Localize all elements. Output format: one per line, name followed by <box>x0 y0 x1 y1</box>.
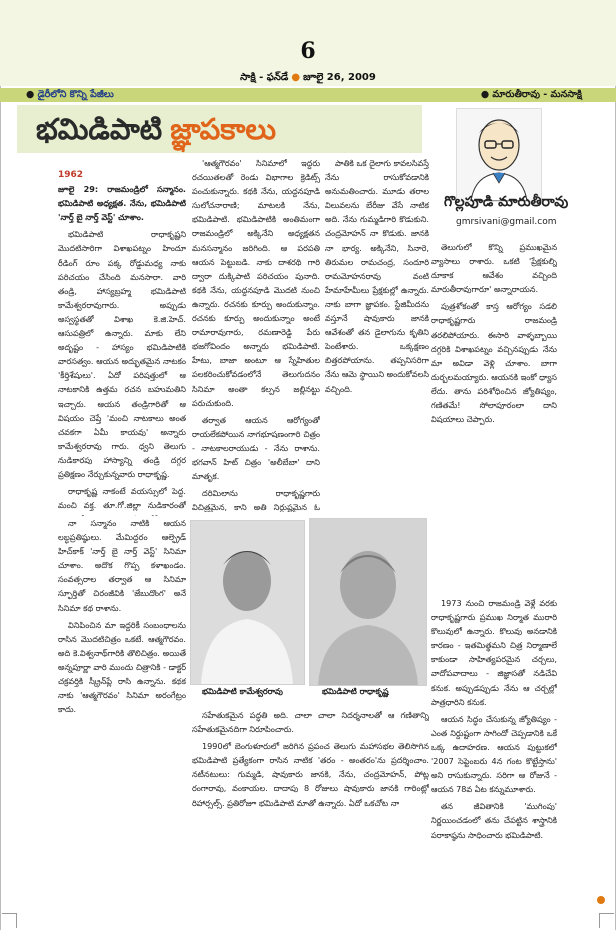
paragraph: సహేతుకమైన పద్ధతి అది. చాలా చాలా నిదర్శనాలతో ఆ గణితాన్ని సహేతుకమైనదిగా నిరూపించారు. <box>192 710 429 735</box>
diary-year: 1962 <box>58 170 84 180</box>
paragraph: వినిపించిన మా ఇద్దరికీ సంబంధాలను రాసిన మొదటిచిత్రం ఒకటే. ఆత్మగౌరవం. అది కె.విశ్వనాథ్‌గారికి తొలిచిత్రం. అయితే అన్నపూర్ణా వారి ముందు చిత్రానికి - డాక్టర్ చక్రవర్తికి స్క్రీన్‌ప్లే రాసి ఉన్నాను. కథక నాకు 'ఆత్మగౌరవం' సినిమా అరంగేట్రం కాదు. <box>58 619 186 715</box>
paragraph: భమిడిపాటి రాధాకృష్ణని మొదటిసారిగా విశాఖపట్నం హిందూ రీడింగ్ రూం పక్క రోడ్డుమధ్య నాకు పరిచయం చేసింది మనసారా. వారి తండ్రి, హాస్యబ్రహ్మ భమిడిపాటి కామేశ్వరరావుగారు. అప్పుడు అస్వస్థతతో విశాఖ కె.జి.హెచ్. ఆసుపత్రిలో ఉన్నారు. మాకు లేని అదృష్టం - హాస్యం భమిడిపాటికి వారసత్వం. ఆయన అద్భుతమైన నాటకం 'కీర్తిశేషులు'. ఏదో పరిషత్తులో ఆ నాటకానికి ఉత్తమ రచన బహుమతిని ఇచ్చారు. ఆయన తండ్రిగారితో ఆ విషయం చెప్తే 'మంచి నాటకాలు అంత చవకగా ఏమీ కాయవు' అన్నారు కామేశ్వరరావు గారు. ధ్వని తెలుగు నుడికారపు హాస్యాన్ని తండ్రి దగ్గర ప్రతిక్షణం నేర్చుకున్నవారు రాధాకృష్ణ. <box>58 229 186 479</box>
column-4 <box>431 240 557 596</box>
column-2-3-lower <box>192 708 429 914</box>
publication-name: సాక్షి - ఫన్‌డే <box>240 72 289 83</box>
paragraph: దరిమిలాను రాధాకృష్ణగారు విచిత్రమైన, కాని అతి నిర్దుష్టమైన ఓ <box>192 488 320 512</box>
crop-mark-bottom-left <box>2 913 17 928</box>
left-trim-line <box>0 0 1 930</box>
paragraph: తర్వాత ఆయన ఆరోగ్యంతో రాయలేకపోయిన నాగభూషణంగారి చిత్రం - నాటకాలరాయుడు - నేను రాశాను. భగవాన్ హిట్ చిత్రం 'అలీబేబా' దాని మాతృక. <box>192 414 320 482</box>
bullet-icon: ● <box>26 89 38 100</box>
page-number: 6 <box>300 38 316 64</box>
paragraph: రాధాకృష్ణ నాకంటే వయస్సులో పెద్ద. మంచి వక్త. తూ.గో.జిల్లా నుడికారంతో <box>58 486 186 511</box>
paragraph: ఆయన సిద్ధం చేసుకున్న జ్యోతిష్యం - ఎంత నిర్దుష్టంగా సాగిందో చెప్పడానికి ఒకే ఒక్క ఉదాహరణ. ఆయన పుట్టుకలో '2007 సెప్టెంబరు 4న గంట కొట్టేస్తాను' అని రాసుకున్నారు. సరిగా ఆ రోజునే - ఆయన 78వ ఏట కన్నుమూశారు. <box>431 713 557 795</box>
diary-lead: జూలై 29: రాజమండ్రిలో సన్మానం. భమిడిపాటి అధ్యక్షత. నేను, భమిడిపాటి 'నార్త్ బై నార్త్ వెస్ట్' చూశాం. <box>58 184 186 223</box>
paragraph: 'ఆత్మగౌరవం' సినిమాలో ఇద్దరు రచయితలతో రెండు విభాగాల క్రెడిట్స్ పంచుకున్నారు. కథకి నేను, యద్దనపూడి సులోచనారాణి; మాటలకి నేను, భమిడిపాటి. భమిడిపాటికి అంతిమంగా రాజమండ్రిలో అక్కినేని అధ్యక్షతన మనసన్మానం జరిగింది. ఆ పరపతి ఆయన పెట్టుబడి. నాకు దాశరథి గారి ద్వారా దుక్కిపాటి పరిచయం పునాది. కథకి నేను, యద్దనపూడి మొదటి నుంచి ఉన్నారు. రచనకు కూర్పు అందుకున్నాం. రచనకు కూర్పు అందుకున్నాం అంటే రామారావుగారు, రమణారెడ్డి పేరు భజగోవిందం అన్నారు భమిడిపాటి. హేటు, బాజా అంటూ ఆ స్నేహితుల పలకరించుకోవడంలోనే తెలుగుదనం సినిమా అంతా కల్పన జల్లినట్టు పరుచుకుంది. <box>192 158 320 408</box>
column-1-lower <box>58 516 186 914</box>
paragraph: పుత్రశోకంతో కాస్త ఆరోగ్యం సడలి రాధాకృష్ణగారు రాజమండ్రి తరలిపోయారు. ఈసారి వాళ్ళబ్బాయి దగ్గరికి విశాఖపట్నం వచ్చినప్పుడు నేను మా అవిడా వెళ్లి చూశాం. బాగా దుర్బలమయ్యారు. ఆయనకి ఇంకో ధ్యాస లేదు. తాను పరిశోధించిన జ్యోతిష్యం, గణితమే! సోలాపూరంలా దాని విషయాలు చెప్పారు. <box>431 301 557 425</box>
photo-radhakrishna <box>309 518 427 686</box>
article-end-dot-icon <box>597 896 605 904</box>
section-label-right: ● మారుతీరావు - మనసాక్షి <box>480 89 582 100</box>
person-photo-icon <box>191 521 304 684</box>
caption-photo-2: భమిడిపాటి రాధాకృష్ణ <box>322 687 389 696</box>
bullet-icon: ● <box>480 89 493 100</box>
section-label-left: ● డైరీలోని కొన్ని పేజీలు <box>26 89 114 100</box>
caption-photo-1: భమిడిపాటి కామేశ్వరరావు <box>202 687 283 696</box>
title-part-1: భమిడిపాటి <box>36 112 163 146</box>
publication-date: జూలై 26, 2009 <box>303 72 376 83</box>
paragraph: పాతికి ఒక దైలాగు కావలసివస్తే నేను రాసుకోవడానికి అనుమతించారు. మూడు తరాల విలువలను బేరీజు వేసే నాటిక అది. నేను గుమ్మడిగారి కొడుకుని. చంద్రమోహన్ నా కొడుకు. జానకి నా భార్య. అక్కినేని, సినారె, తిరుమల రామచంద్ర, సందూరి రామమోహనరావు వంటి హేమాహేమీలు ప్రేక్షకుల్లో ఉన్నారు. నాకు బాగా జ్ఞాపకం. స్టేజిమీదను వస్తూనే షావుకారు జానకి ఆవేశంతో తన డైలాగును కృతిని పెంటేశారు. ఒక్కక్షణం బిత్తరపోయాను. తప్పనిసరిగా నేను ఆమె స్థాయిని అందుకోవలసి వచ్చింది. <box>325 158 429 394</box>
article-title <box>36 112 276 154</box>
paragraph: 1973 నుంచి రాజమండ్రి వెళ్లే వరకు రాధాకృష్ణగారు ప్రముఖ నిర్మాత మురారి కొలువులో ఉన్నారు. కొలువు అనడానికి కారణం - ఇతమిత్థమని చిత్ర నిర్మాణాలే కాకుండా సాహిత్యపరమైన చర్చలు, వాదోపవాదాలు - జిజ్ఞాసతో నడిచేవి కనుక. అప్పుడప్పుడు నేను ఆ చర్చల్లో పాత్రధారిని కనుక. <box>431 598 557 707</box>
column-2 <box>192 156 320 512</box>
column-1 <box>58 168 186 516</box>
column-3 <box>325 156 429 512</box>
title-part-2: జ్ఞాపకాలు <box>170 112 276 146</box>
paragraph: నా సన్మానం నాటికి ఆయన లబ్ధప్రతిష్ఠులు. మేమిద్దరం ఆల్ఫ్రెడ్ హిచ్‌కాక్ 'నార్త్ బై నార్త్ వెస్ట్' సినిమా చూశాం. అదొక గొప్ప కళాఖండం. సంవత్సరాల తర్వాత ఆ సినిమా స్ఫూర్తితో చిరంజీవికి 'జేబుదొంగ' అనే సినిమా కథ రాశాను. <box>58 518 186 613</box>
author-portrait <box>456 108 542 202</box>
person-photo-icon <box>310 519 426 685</box>
crop-mark-bottom-right <box>599 913 614 928</box>
column-4-lower <box>431 596 557 914</box>
paragraph: 1990లో బెంగుళూరులో జరిగిన ప్రపంచ తెలుగు మహాసభల తెలిసొగిన భమిడిపాటి ప్రత్యేకంగా రాసిన నాటిక 'తరం - అంతరం'ను ప్రదర్శించాం. నటీనటులు: గుమ్మడి, షావుకారు జానకి, నేను, చంద్రమోహన్, పోట్ల రంగారావు, వంకాయల. దాదాపు 8 రోజులు షావుకారు జానకి గారింట్లో రిహార్సల్స్. ప్రతిరోజూ భమిడిపాటి మాతో ఉన్నారు. ఏదో ఒకచోట నా <box>192 741 429 808</box>
author-name: గొల్లపూడి మారుతీరావు <box>444 194 569 210</box>
photo-kameswara-rao <box>190 520 305 685</box>
publication-line <box>0 71 616 85</box>
author-email: gmrsivani@gmail.com <box>456 217 557 227</box>
portrait-sketch-icon <box>457 109 541 201</box>
separator-dot-icon: ● <box>291 72 301 83</box>
section-band <box>0 88 616 102</box>
paragraph: తెలుగులో కొన్ని ప్రముఖమైన వ్యాసాలు రాశారు. ఒకటి 'ప్రేక్షకుల్ని దూకాక ఆవేశం వచ్చింది మారుతీరావుగారూ' అన్నారాయన. <box>431 242 557 295</box>
paragraph: తన జీవితానికి 'ముగింపు' నిర్ణయించడంలో తను చేపట్టిన శాస్త్రానికి పరాకాష్ఠను సాధించారు భమిడిపాటి. <box>431 801 557 840</box>
